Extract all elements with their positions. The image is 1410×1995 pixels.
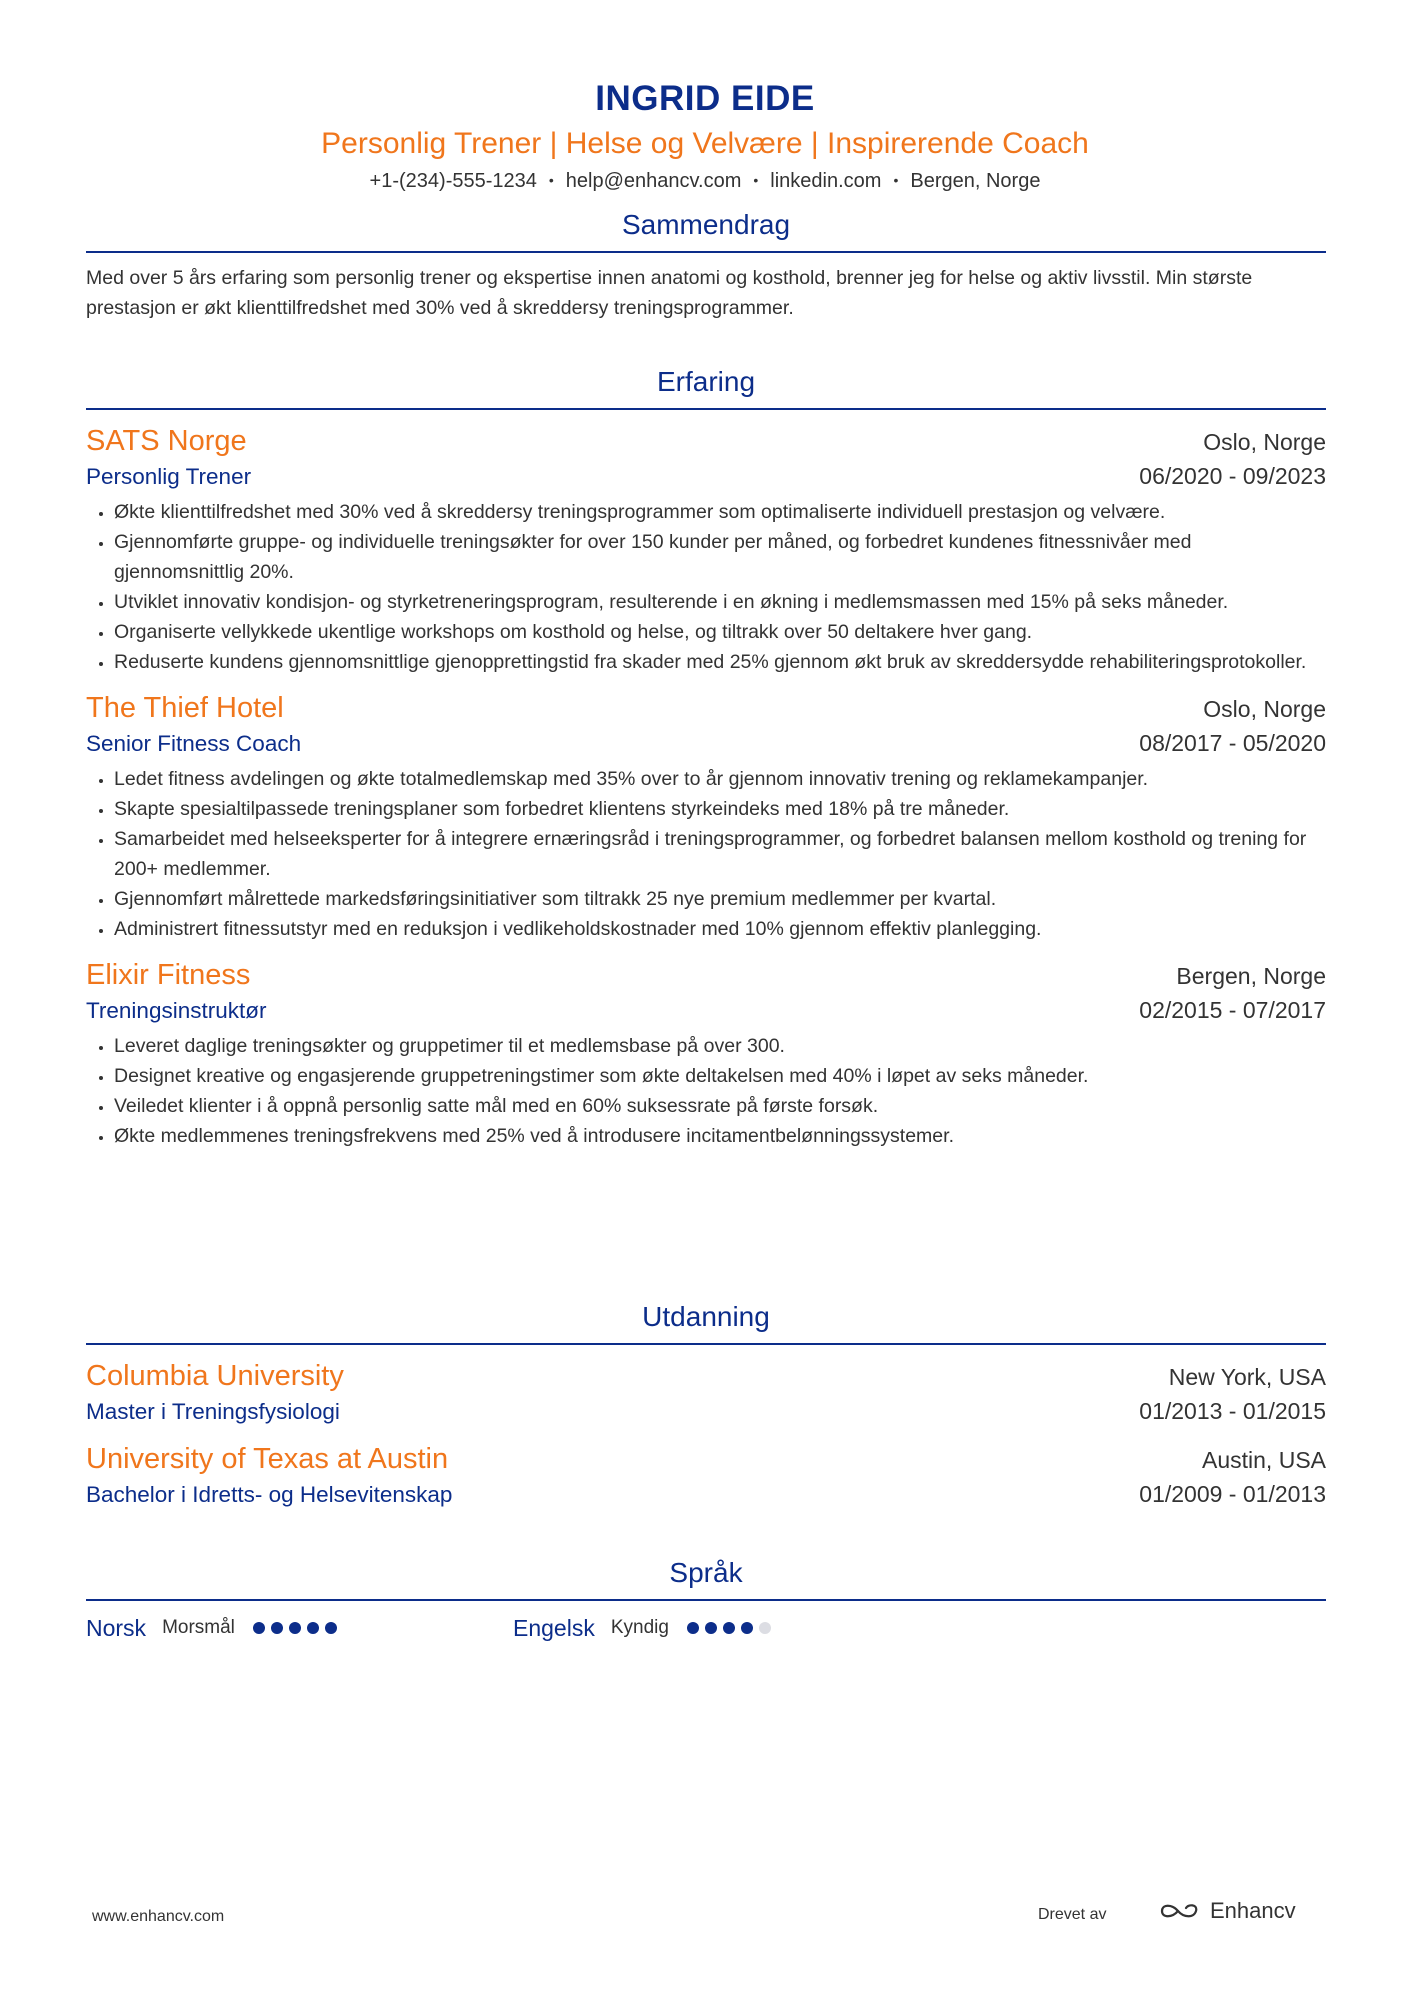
section-title-education: Utdanning [86,1299,1326,1345]
language-level: Kyndig [610,1617,669,1638]
contact-separator: • [753,172,759,188]
education-dates: 01/2013 - 01/2015 [1139,1398,1326,1424]
school-name: University of Texas at Austin [86,1443,449,1475]
language-level: Morsmål [162,1617,235,1638]
job-bullets [86,1031,1326,1151]
job-location: Oslo, Norge [1203,696,1326,722]
phone-text: +1-(234)-555-1234 [369,170,537,192]
rating-dot-filled [253,1622,265,1634]
candidate-name: INGRID EIDE [595,79,815,118]
rating-dot-filled [723,1622,735,1634]
rating-dot-filled [687,1622,699,1634]
rating-dot-filled [705,1622,717,1634]
job-dates: 06/2020 - 09/2023 [1139,463,1326,489]
linkedin-link[interactable]: linkedin.com [770,170,882,192]
company-name: Elixir Fitness [86,959,251,991]
footer-brand-name: Enhancv [1210,1898,1296,1923]
education-dates: 01/2009 - 01/2013 [1139,1481,1326,1507]
job-location: Bergen, Norge [1176,963,1326,989]
bullet-item: • Samarbeidet med helseeksperter for å integrere ernæringsråd i treningsprogrammer, og forbedret balansen mellom kosthold og trening for 200+ medlemmer. [114,824,1326,884]
language-rating [687,1622,771,1634]
language-item [513,1613,940,1643]
school-name: Columbia University [86,1360,344,1392]
summary-section [86,207,1326,323]
rating-dot-filled [271,1622,283,1634]
language-name: Norsk [86,1615,147,1641]
job-title: Treningsinstruktør [86,998,267,1023]
footer-powered-by: Drevet av [1038,1906,1107,1923]
bullet-item: • Reduserte kundens gjennomsnittlige gjenopprettingstid fra skader med 25% gjennom økt bruk av skreddersydde rehabiliteringsprotokoller. [114,647,1326,677]
languages-row [86,1613,1326,1643]
location-text: Bergen, Norge [910,170,1041,192]
enhancv-logo-icon [1158,1900,1202,1922]
email-link[interactable]: help@enhancv.com [565,170,742,192]
language-item [86,1613,513,1643]
bullet-item: • Organiserte vellykkede ukentlige workshops om kosthold og helse, og tiltrakk over 50 deltakere hver gang. [114,617,1326,647]
bullet-item: • Gjennomførte gruppe- og individuelle treningsøkter for over 150 kunder per måned, og forbedret kundenes fitnessnivåer med gjennomsnittlig 20%. [114,527,1326,587]
education-entry [86,1440,1326,1511]
job-bullets [86,764,1326,944]
bullet-item: • Utviklet innovativ kondisjon- og styrketreneringsprogram, resulterende i en økning i medlemsmassen med 15% på seks måneder. [114,587,1326,617]
education-entry [86,1357,1326,1428]
bullet-item: • Designet kreative og engasjerende gruppetreningstimer som økte deltakelsen med 40% i løpet av seks måneder. [114,1061,1326,1091]
contact-separator: • [548,172,554,188]
summary-text: Med over 5 års erfaring som personlig trener og ekspertise innen anatomi og kosthold, brenner jeg for helse og aktiv livsstil. Min største prestasjon er økt klienttilfredshet med 30% ved å skreddersy treningsprogrammer. [86,267,1253,319]
experience-entry [86,956,1326,1151]
footer-website[interactable]: www.enhancv.com [92,1908,225,1925]
bullet-item: • Administrert fitnessutstyr med en reduksjon i vedlikeholdskostnader med 10% gjennom effektiv planlegging. [114,914,1326,944]
rating-dot-empty [759,1622,771,1634]
bullet-item: • Leveret daglige treningsøkter og gruppetimer til et medlemsbase på over 300. [114,1031,1326,1061]
experience-section [86,364,1326,1151]
rating-dot-filled [289,1622,301,1634]
experience-entry [86,689,1326,944]
degree-name: Master i Treningsfysiologi [86,1399,340,1424]
resume-header [0,0,1410,195]
rating-dot-filled [307,1622,319,1634]
education-section [86,1299,1326,1511]
job-title: Personlig Trener [86,464,252,489]
job-dates: 02/2015 - 07/2017 [1139,997,1326,1023]
footer-brand[interactable] [1158,1898,1296,1924]
bullet-item: • Økte medlemmenes treningsfrekvens med 25% ved å introdusere incitamentbelønningssystemer. [114,1121,1326,1151]
rating-dot-filled [741,1622,753,1634]
experience-entry [86,422,1326,677]
company-name: SATS Norge [86,425,247,457]
job-dates: 08/2017 - 05/2020 [1139,730,1326,756]
degree-name: Bachelor i Idretts- og Helsevitenskap [86,1482,453,1507]
contact-separator: • [893,172,899,188]
bullet-item: • Gjennomført målrettede markedsføringsinitiativer som tiltrakk 25 nye premium medlemmer per kvartal. [114,884,1326,914]
candidate-tagline: Personlig Trener | Helse og Velvære | Inspirerende Coach [321,127,1089,160]
bullet-item: • Veiledet klienter i å oppnå personlig satte mål med en 60% suksessrate på første forsøk. [114,1091,1326,1121]
job-location: Oslo, Norge [1203,429,1326,455]
section-title-experience: Erfaring [86,364,1326,410]
language-name: Engelsk [513,1615,595,1641]
contact-line [0,166,1410,195]
rating-dot-filled [325,1622,337,1634]
language-rating [253,1622,337,1634]
languages-section [86,1555,1326,1643]
school-location: New York, USA [1168,1364,1326,1390]
bullet-item: • Økte klienttilfredshet med 30% ved å skreddersy treningsprogrammer som optimaliserte individuell prestasjon og velvære. [114,497,1326,527]
bullet-item: • Ledet fitness avdelingen og økte totalmedlemskap med 35% over to år gjennom innovativ trening og reklamekampanjer. [114,764,1326,794]
bullet-item: • Skapte spesialtilpassede treningsplaner som forbedret klientens styrkeindeks med 18% på tre måneder. [114,794,1326,824]
job-bullets [86,497,1326,677]
company-name: The Thief Hotel [86,692,284,724]
job-title: Senior Fitness Coach [86,731,302,756]
section-title-summary: Sammendrag [86,207,1326,253]
school-location: Austin, USA [1202,1447,1326,1473]
section-title-languages: Språk [86,1555,1326,1601]
